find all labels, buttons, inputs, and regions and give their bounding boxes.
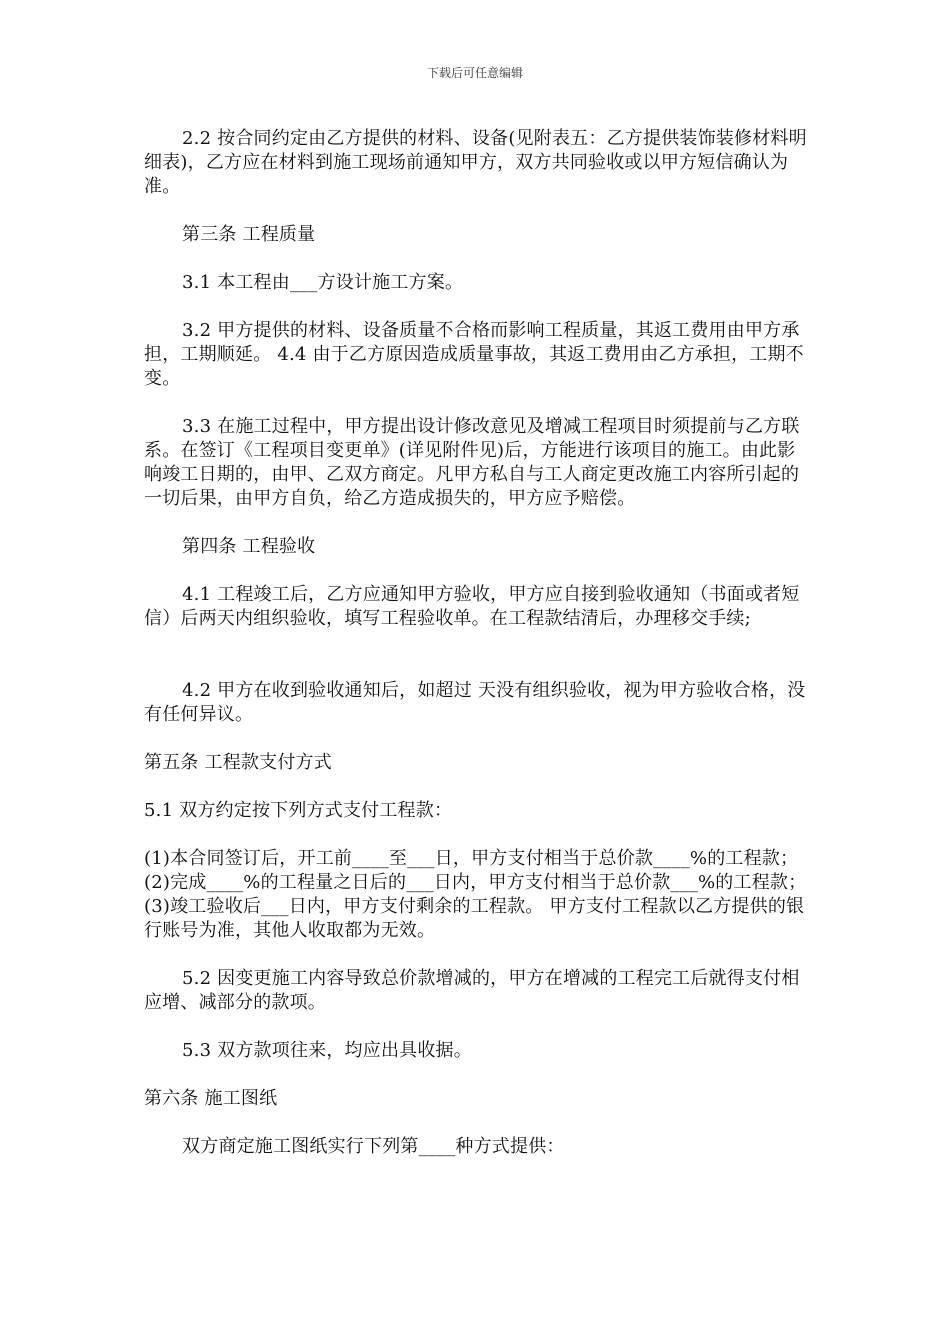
article-6-heading: 第六条 施工图纸 (144, 1088, 278, 1109)
drawings-clause: 双方商定施工图纸实行下列第____种方式提供： (182, 1136, 565, 1157)
payment-schedule: (1)本合同签订后，开工前____至___日，甲方支付相当于总价款____%的工程款；(2)完成____%的工程量之日后的___日内，甲方支付相当于总价款___%的工程款；(3)竣工验收后___日内，甲方支付剩余的工程款。 甲方支付工程款以乙方提供的银行账号为准，其他人收取都为无效。 (144, 848, 807, 941)
article-5-heading: 第五条 工程款支付方式 (144, 752, 332, 773)
clause-5-2: 5.2 因变更施工内容导致总价款增减的，甲方在增减的工程完工后就得支付相应增、减部分的款项。 (144, 968, 800, 1013)
clause-3-3: 3.3 在施工过程中，甲方提出设计修改意见及增减工程项目时须提前与乙方联系。在签订《工程项目变更单》(详见附件见)后，方能进行该项目的施工。由此影响竣工日期的，由甲、乙双方商定。凡甲方私自与工人商定更改施工内容所引起的一切后果，由甲方自负，给乙方造成损失的，甲方应予赔偿。 (144, 416, 800, 509)
clause-4-2: 4.2 甲方在收到验收通知后，如超过 天没有组织验收，视为甲方验收合格，没有任何异议。 (144, 680, 806, 725)
clause-3-2: 3.2 甲方提供的材料、设备质量不合格而影响工程质量，其返工费用由甲方承担，工期顺延。 4.4 由于乙方原因造成质量事故，其返工费用由乙方承担，工期不变。 (144, 320, 804, 389)
page-header: 下载后可任意编辑 (426, 66, 523, 80)
clause-5-3: 5.3 双方款项往来，均应出具收据。 (182, 1040, 472, 1061)
clause-2-2: 2.2 按合同约定由乙方提供的材料、设备(见附表五：乙方提供装饰装修材料明细表)，乙方应在材料到施工现场前通知甲方，双方共同验收或以甲方短信确认为准。 (144, 128, 807, 197)
article-4-heading: 第四条 工程验收 (182, 536, 316, 557)
clause-5-1: 5.1 双方约定按下列方式支付工程款： (144, 800, 453, 821)
clause-3-1: 3.1 本工程由___方设计施工方案。 (182, 272, 464, 293)
clause-4-1: 4.1 工程竣工后，乙方应通知甲方验收，甲方应自接到验收通知（书面或者短信）后两天内组织验收，填写工程验收单。在工程款结清后，办理移交手续; (144, 584, 800, 629)
article-3-heading: 第三条 工程质量 (182, 224, 316, 245)
